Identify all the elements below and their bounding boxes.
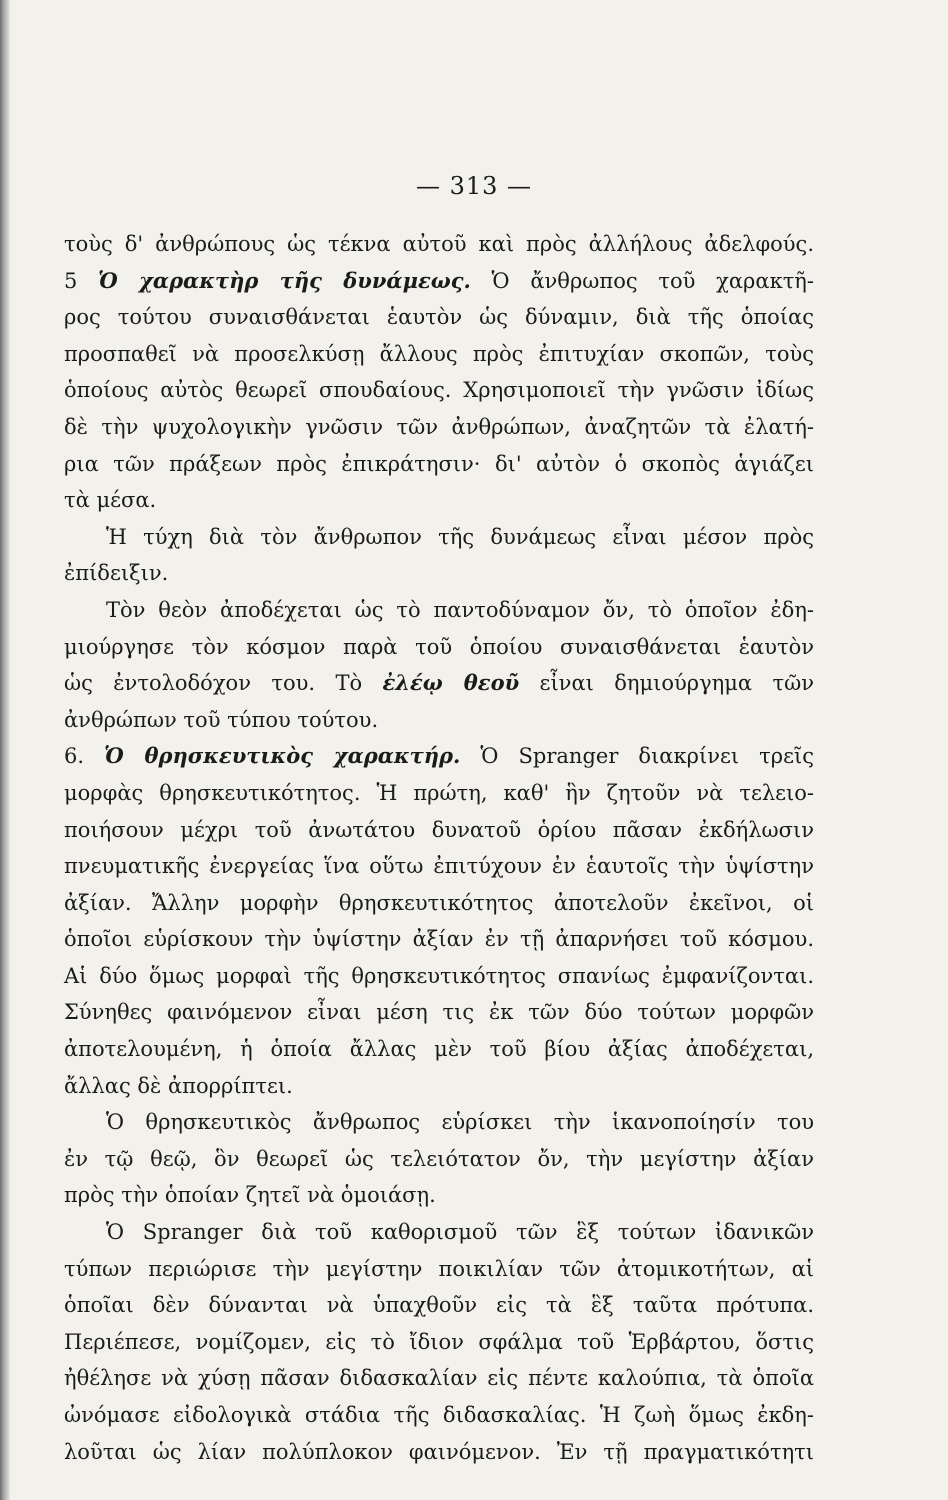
text-line: ὁποίους αὐτὸς θεωρεῖ σπουδαίους. Χρησιμοποιεῖ τὴν γνῶσιν ἰδίως	[64, 378, 814, 403]
text-line: Αἱ δύο ὅμως μορφαὶ τῆς θρησκευτικότητος σπανίως ἐμφανίζονται.	[64, 963, 814, 988]
text-line: ποιήσουν μέχρι τοῦ ἀνωτάτου δυνατοῦ ὁρίου πᾶσαν ἐκδήλωσιν	[64, 817, 814, 842]
text-line: Τὸν θεὸν ἀποδέχεται ὡς τὸ παντοδύναμον ὄν, τὸ ὁποῖον ἐδη-	[106, 597, 814, 622]
text-line: πνευματικῆς ἐνεργείας ἵνα οὕτω ἐπιτύχουν ἐν ἑαυτοῖς τὴν ὑψίστην	[64, 854, 814, 879]
text-line: ἄλλας δὲ ἀπορρίπτει.	[64, 1073, 293, 1098]
section-heading: Ὁ θρησκευτικὸς χαρακτήρ.	[104, 743, 461, 769]
section-number: 5	[64, 268, 99, 293]
text-line: ρια τῶν πράξεων πρὸς ἐπικράτησιν· δι' αὐτὸν ὁ σκοπὸς ἁγιάζει	[64, 451, 814, 476]
text-line: μορφὰς θρησκευτικότητος. Ἡ πρώτη, καθ' ἣν ζητοῦν νὰ τελειο-	[64, 780, 814, 805]
section-heading: Ὁ χαρακτὴρ τῆς δυνάμεως.	[98, 267, 471, 293]
line-text: Ὁ ἄνθρωπος τοῦ χαρακτῆ-	[470, 268, 814, 293]
line-text: εἶναι δημιούργημα τῶν	[519, 671, 814, 696]
text-line	[64, 738, 814, 775]
text-line: ἀνθρώπων τοῦ τύπου τούτου.	[64, 707, 379, 732]
section-number: 6.	[64, 744, 105, 769]
text-line: ρος τούτου συναισθάνεται ἑαυτὸν ὡς δύναμιν, διὰ τῆς ὁποίας	[64, 305, 814, 330]
text-line: ὁποῖαι δὲν δύνανται νὰ ὑπαχθοῦν εἰς τὰ ἓξ ταῦτα πρότυπα.	[64, 1293, 814, 1318]
emphasized-phrase: ἐλέῳ θεοῦ	[382, 670, 520, 696]
text-line: ἐν τῷ θεῷ, ὃν θεωρεῖ ὡς τελειότατον ὄν, τὴν μεγίστην ἀξίαν	[64, 1146, 814, 1171]
text-line: τύπων περιώρισε τὴν μεγίστην ποικιλίαν τῶν ἀτομικοτήτων, αἱ	[64, 1256, 814, 1281]
text-line: πρὸς τὴν ὁποίαν ζητεῖ νὰ ὁμοιάσῃ.	[64, 1183, 436, 1208]
text-line: Ἡ τύχη διὰ τὸν ἄνθρωπον τῆς δυνάμεως εἶναι μέσον πρὸς	[106, 524, 814, 549]
text-line	[64, 665, 814, 702]
text-line: λοῦται ὡς λίαν πολύπλοκον φαινόμενον. Ἐν τῇ πραγματικότητι	[64, 1439, 814, 1464]
text-line: Περιέπεσε, νομίζομεν, εἰς τὸ ἴδιον σφάλμα τοῦ Ἑρβάρτου, ὅστις	[64, 1329, 814, 1354]
text-line	[64, 263, 814, 300]
text-line: ἐπίδειξιν.	[64, 561, 169, 586]
text-line: δὲ τὴν ψυχολογικὴν γνῶσιν τῶν ἀνθρώπων, ἀναζητῶν τὰ ἐλατή-	[64, 414, 814, 439]
text-line: προσπαθεῖ νὰ προσελκύσῃ ἄλλους πρὸς ἐπιτυχίαν σκοπῶν, τοὺς	[64, 341, 814, 366]
text-line: Ὁ Spranger διὰ τοῦ καθορισμοῦ τῶν ἓξ τούτων ἰδανικῶν	[106, 1220, 814, 1245]
text-line: τὰ μέσα.	[64, 488, 157, 513]
text-line: ἀποτελουμένη, ἡ ὁποία ἄλλας μὲν τοῦ βίου ἀξίας ἀποδέχεται,	[64, 1037, 814, 1062]
text-line: τοὺς δ' ἀνθρώπους ὡς τέκνα αὐτοῦ καὶ πρὸς ἀλλήλους ἀδελφούς.	[64, 232, 814, 256]
text-line: Ὁ θρησκευτικὸς ἄνθρωπος εὑρίσκει τὴν ἱκανοποίησίν του	[106, 1110, 814, 1135]
line-text: Ὁ Spranger διακρίνει τρεῖς	[460, 744, 814, 769]
line-text: ὡς ἐντολοδόχον του. Τὸ	[64, 671, 383, 696]
text-line: ὁποῖοι εὑρίσκουν τὴν ὑψίστην ἀξίαν ἐν τῇ ἀπαρνήσει τοῦ κόσμου.	[64, 927, 814, 952]
body-text	[64, 226, 814, 1470]
text-line: ὠνόμασε εἰδολογικὰ στάδια τῆς διδασκαλίας. Ἡ ζωὴ ὅμως ἐκδη-	[64, 1403, 814, 1427]
text-line: μιούργησε τὸν κόσμον παρὰ τοῦ ὁποίου συναισθάνεται ἑαυτὸν	[64, 634, 814, 659]
text-line: ἠθέλησε νὰ χύσῃ πᾶσαν διδασκαλίαν εἰς πέντε καλούπια, τὰ ὁποῖα	[64, 1366, 814, 1391]
text-line: ἀξίαν. Ἄλλην μορφὴν θρησκευτικότητος ἀποτελοῦν ἐκεῖνοι, οἱ	[64, 890, 814, 915]
text-line: Σύνηθες φαινόμενον εἶναι μέση τις ἐκ τῶν δύο τούτων μορφῶν	[64, 1000, 814, 1025]
page-number: — 313 —	[415, 172, 533, 200]
scan-edge-shadow	[0, 0, 10, 1500]
